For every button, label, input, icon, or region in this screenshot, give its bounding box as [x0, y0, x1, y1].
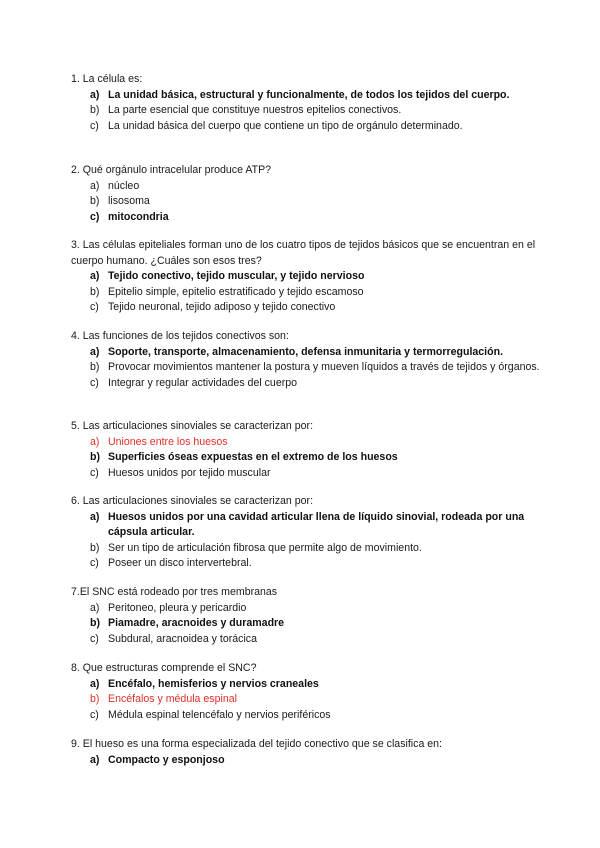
option-c: c) Integrar y regular actividades del cuerpo: [90, 376, 298, 389]
question-1: [71, 72, 541, 134]
question-text: 6. Las articulaciones sinoviales se caracterizan por:: [71, 495, 314, 507]
option-b: b) Provocar movimientos mantener la postura y mueven líquidos a través de tejidos y órganos.: [90, 361, 540, 373]
question-text: 2. Qué orgánulo intracelular produce ATP?: [71, 164, 272, 176]
question-6: [71, 494, 541, 572]
option-b: b) La parte esencial que constituye nuestros epitelios conectivos.: [90, 104, 402, 116]
option-a: a) Compacto y esponjoso: [90, 753, 225, 766]
option-b: b) Encéfalos y médula espinal: [90, 693, 237, 705]
option-a: a) Encéfalo, hemisferios y nervios craneales: [90, 677, 319, 690]
option-c: c) mitocondria: [90, 210, 169, 223]
option-list: [71, 677, 541, 724]
question-text: 9. El hueso es una forma especializada del tejido conectivo que se clasifica en:: [71, 738, 443, 750]
question-8: [71, 661, 541, 723]
option-a: a) Huesos unidos por una cavidad articular llena de líquido sinovial, rodeada por una cápsula articular.: [90, 510, 525, 538]
option-c: c) La unidad básica del cuerpo que contiene un tipo de orgánulo determinado.: [90, 119, 463, 132]
option-c: c) Huesos unidos por tejido muscular: [90, 466, 271, 479]
option-c: c) Médula espinal telencéfalo y nervios periféricos: [90, 708, 331, 721]
option-c: c) Poseer un disco intervertebral.: [90, 557, 252, 569]
option-list: [71, 88, 541, 135]
option-list: [71, 345, 541, 392]
option-b: b) Ser un tipo de articulación fibrosa que permite algo de movimiento.: [90, 541, 422, 554]
question-text: 1. La célula es:: [71, 73, 143, 85]
option-a: a) Peritoneo, pleura y pericardio: [90, 601, 247, 614]
option-b: b) Piamadre, aracnoides y duramadre: [90, 617, 285, 629]
option-a: a) La unidad básica, estructural y funcionalmente, de todos los tejidos del cuerpo.: [90, 88, 510, 101]
option-list: [71, 435, 541, 482]
question-text: 7.El SNC está rodeado por tres membranas: [71, 586, 278, 598]
question-7: [71, 585, 541, 647]
option-list: [71, 179, 541, 226]
option-a: a) Uniones entre los huesos: [90, 435, 228, 448]
question-text: 8. Que estructuras comprende el SNC?: [71, 662, 257, 674]
question-text: 5. Las articulaciones sinoviales se caracterizan por:: [71, 420, 314, 432]
question-2: [71, 163, 541, 225]
question-5: [71, 419, 541, 481]
option-c: c) Tejido neuronal, tejido adiposo y tejido conectivo: [90, 301, 336, 313]
option-a: a) Soporte, transporte, almacenamiento, defensa inmunitaria y termorregulación.: [90, 345, 504, 358]
option-a: a) Tejido conectivo, tejido muscular, y tejido nervioso: [90, 270, 365, 282]
option-b: b) Epitelio simple, epitelio estratificado y tejido escamoso: [90, 285, 364, 298]
question-4: [71, 329, 541, 391]
option-list: [71, 269, 541, 316]
question-text: 3. Las células epiteliales forman uno de los cuatro tipos de tejidos básicos que se encuentran en el cuerpo humano. ¿Cuáles son esos tres?: [71, 239, 536, 267]
option-list: [71, 753, 541, 769]
question-text: 4. Las funciones de los tejidos conectivos son:: [71, 330, 289, 342]
option-c: c) Subdural, aracnoidea y torácica: [90, 632, 257, 645]
option-b: b) Superficies óseas expuestas en el extremo de los huesos: [90, 451, 398, 463]
option-b: b) lisosoma: [90, 195, 150, 207]
option-list: [71, 510, 541, 572]
option-list: [71, 601, 541, 648]
option-a: a) núcleo: [90, 179, 140, 192]
question-3: [71, 238, 541, 316]
question-9: [71, 737, 541, 768]
